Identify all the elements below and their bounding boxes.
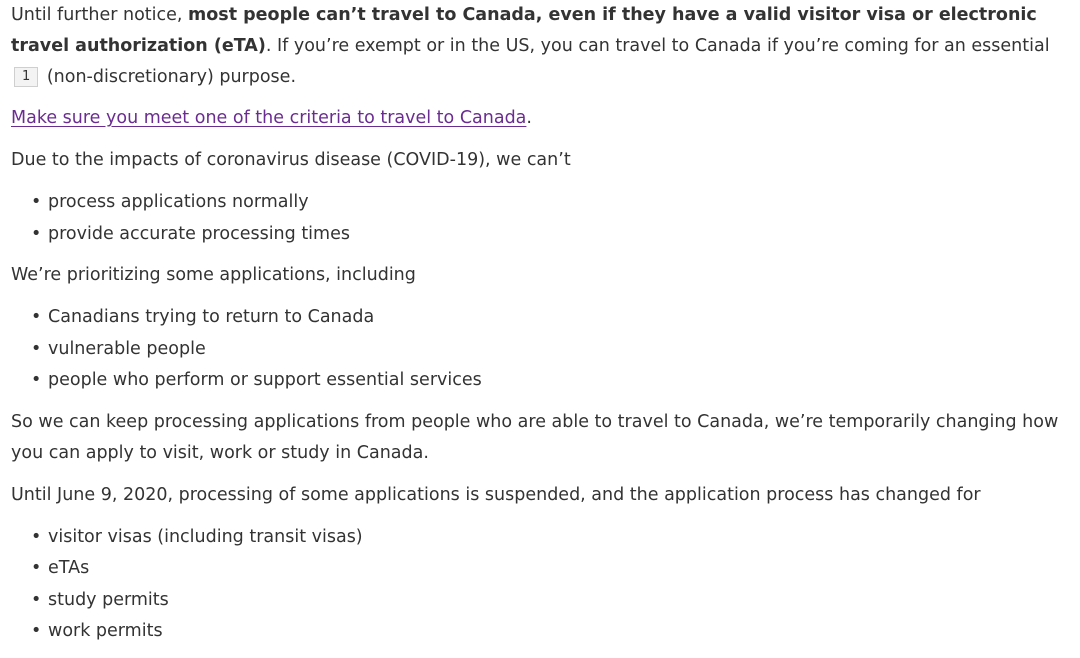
keep-processing-text: So we can keep processing applications from people who are able to travel to Canada, we’re temporarily changing how you can apply to visit, work or study in Canada. [11, 411, 1059, 463]
intro-after-bold: . If you’re exempt or in the US, you can travel to Canada if you’re coming for an essential [265, 36, 1050, 56]
list-item [31, 334, 1076, 366]
criteria-period: . [526, 108, 532, 128]
intro-tail: (non-discretionary) purpose. [41, 67, 297, 87]
suspended-list [11, 522, 1076, 648]
intro-paragraph [11, 0, 1076, 93]
bullet-icon: • [31, 192, 42, 212]
bullet-icon: • [31, 589, 42, 610]
bullet-icon: • [31, 223, 42, 244]
list-item [31, 616, 1076, 648]
intro-lead: Until further notice, [11, 5, 189, 25]
bullet-icon: • [31, 370, 42, 390]
list-item-text: eTAs [48, 558, 90, 578]
intro-bold-notice: most people can’t travel to Canada, even if they have a valid visitor visa or electronic travel authorization (eTA) [11, 5, 1037, 56]
prioritizing-list [11, 302, 1076, 397]
bullet-icon: • [31, 526, 42, 547]
list-item [31, 522, 1076, 554]
list-item-text: people who perform or support essential services [48, 370, 482, 390]
list-item [31, 187, 1076, 219]
list-item [31, 553, 1076, 585]
criteria-link[interactable]: Make sure you meet one of the criteria to travel to Canada [11, 108, 527, 128]
impacts-list [11, 187, 1076, 250]
list-item [31, 585, 1076, 617]
list-item-text: visitor visas (including transit visas) [48, 526, 363, 547]
list-item [31, 365, 1076, 397]
suspended-text: Until June 9, 2020, processing of some applications is suspended, and the application process has changed for [11, 484, 981, 505]
prioritizing-text: We’re prioritizing some applications, including [11, 265, 416, 285]
list-item-text: study permits [48, 589, 169, 610]
criteria-paragraph [11, 103, 1076, 134]
list-item-text: provide accurate processing times [48, 223, 350, 244]
list-item-text: vulnerable people [48, 338, 206, 359]
impacts-text: Due to the impacts of coronavirus disease (COVID-19), we can’t [11, 150, 571, 170]
bullet-icon: • [31, 338, 42, 359]
bullet-icon: • [31, 621, 42, 641]
footnote-1-button[interactable]: 1 [14, 67, 38, 87]
bullet-icon: • [31, 558, 42, 578]
list-item-text: process applications normally [48, 192, 309, 212]
page-content [11, 0, 1076, 658]
list-item [31, 302, 1076, 334]
list-item-text: work permits [48, 621, 163, 641]
list-item-text: Canadians trying to return to Canada [48, 307, 375, 327]
list-item [31, 219, 1076, 251]
bullet-icon: • [31, 307, 42, 327]
